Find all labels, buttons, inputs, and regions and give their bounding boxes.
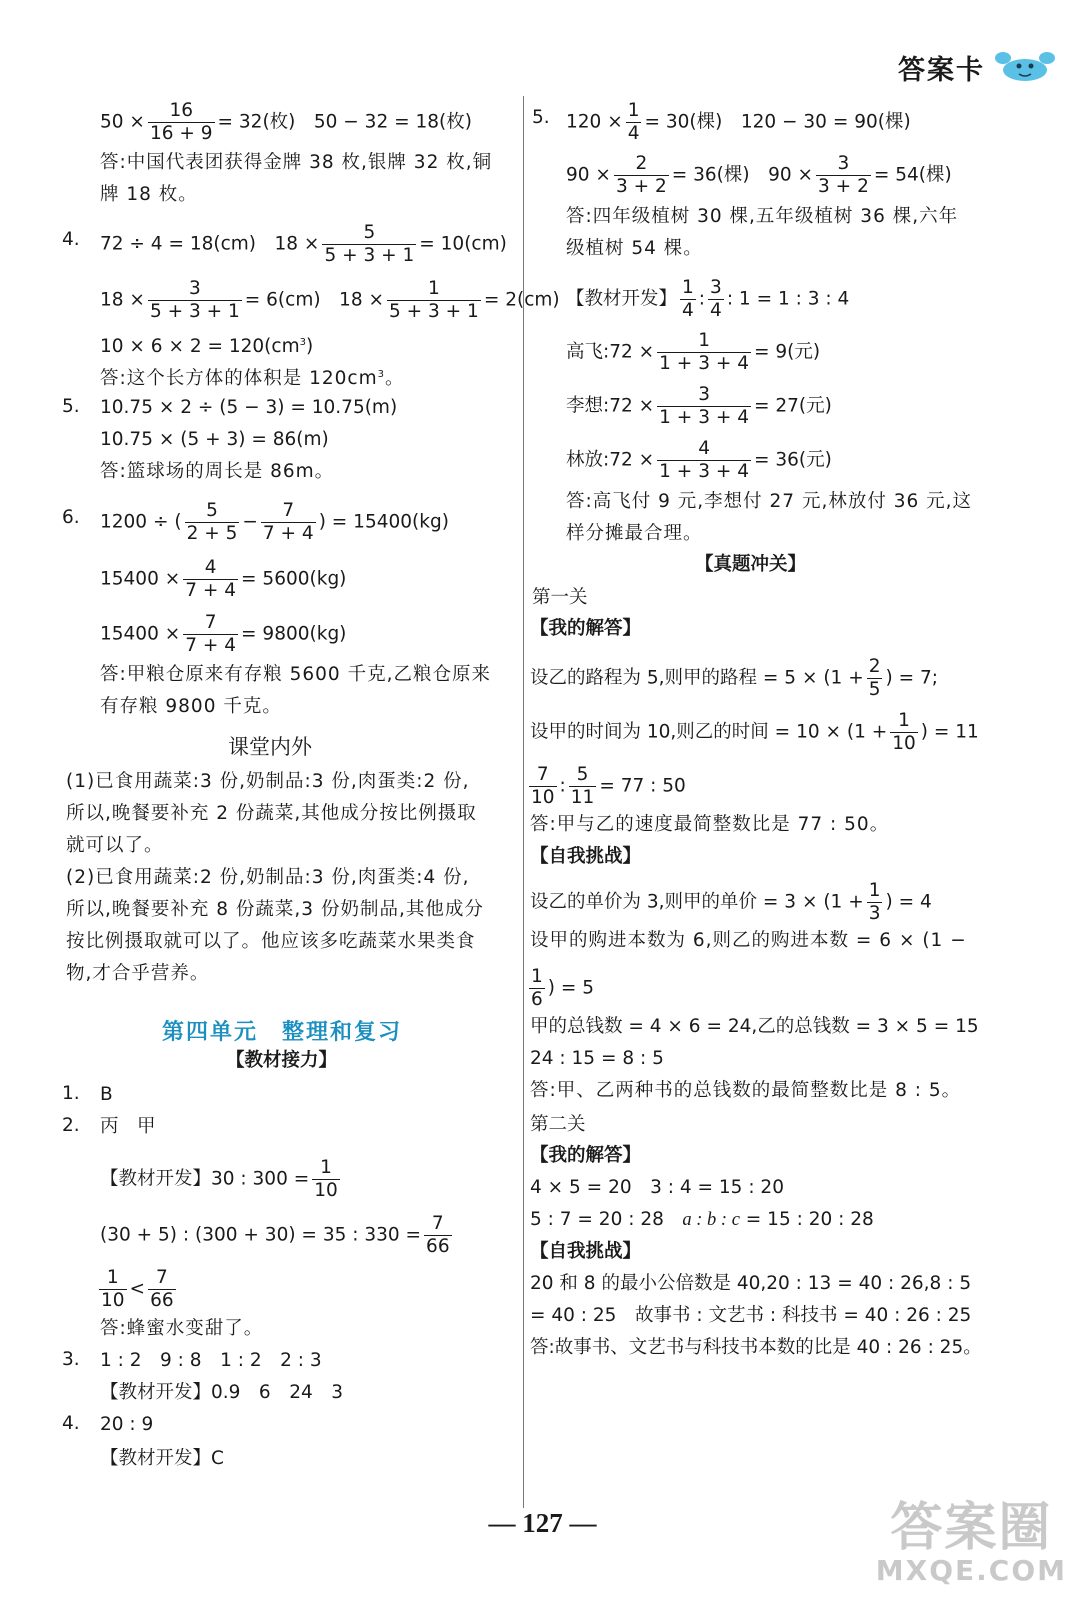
left-line-1: 50 × $\frac{16}{16 + 9}$ = 32(枚) 50 − 32 = 18(枚) [100,100,472,144]
item2-answer-text: 答:蜂蜜水变甜了。 [100,1318,264,1339]
q4-line-2: 18 × $\frac{3}{5 + 3 + 1}$ = 6(cm) 18 × $\frac{1}{5 + 3 + 1}$ = 2(cm) [100,278,560,322]
c-line-5: 24 : 15 = 8 : 5 [530,1048,664,1069]
page-number: — 127 — [488,1508,597,1538]
c-line-1: 设乙的单价为 3,则甲的单价 = 3 × (1 + $\frac{1}{3}$ ) = 4 [530,880,932,924]
question-number: 3. [62,1349,80,1370]
q6-answer-2: 有存粮 9800 千克。 [100,696,282,717]
e-answer: 答:故事书、文艺书与科技书本数的比是 40 : 26 : 25。 [530,1337,982,1358]
ketang-p2-line1: (2)已食用蔬菜:2 份,奶制品:3 份,肉蛋类:4 份, [66,867,470,888]
my-answer-label-2: 【我的解答】 [530,1145,642,1166]
d-line-2: 5 : 7 = 20 : 28 a : b : c = 15 : 20 : 28 [530,1209,874,1230]
item3-answer: 1 : 2 9 : 8 1 : 2 2 : 3 [100,1350,322,1371]
q4-line-3: $10 \times 6 \times 2 = 120(cm^3)$ [100,336,314,358]
ketang-p2-line4: 物,才合乎营养。 [66,963,210,984]
d-line-1: 4 × 5 = 20 3 : 4 = 15 : 20 [530,1177,784,1198]
item2-line3: $\frac{1}{10}$ < $\frac{7}{66}$ [101,1267,174,1311]
r-q5-linfang: 林放:72 × $\frac{4}{1 + 3 + 4}$ = 36(元) [566,438,832,482]
self-challenge-label: 【自我挑战】 [530,846,642,867]
self-challenge-label-2: 【自我挑战】 [530,1241,642,1262]
c-line-4: 甲的总钱数 = 4 × 6 = 24,乙的总钱数 = 3 × 5 = 15 [530,1016,979,1037]
z-line-2: 设甲的时间为 10,则乙的时间 = 10 × (1 + $\frac{1}{10}$ ) = 11 [530,710,979,754]
left-answer-1b: 牌 18 枚。 [100,184,198,205]
r-q5-answer-1: 答:四年级植树 30 棵,五年级植树 36 棵,六年 [566,206,959,227]
header-title: 答案卡 [898,55,985,86]
q5-line-2: 10.75 × (5 + 3) = 86(m) [100,429,329,450]
watermark [876,1500,1067,1586]
level-2-label: 第二关 [530,1114,586,1135]
r-q5-answer-2: 级植树 54 棵。 [566,238,703,259]
q6-line-2: 15400 × $\frac{4}{7 + 4}$ = 5600(kg) [100,557,347,601]
r-q5-line-1: 120 × $\frac{1}{4}$ = 30(棵) 120 − 30 = 90(棵) [566,100,911,144]
r-q5-line-2: 90 × $\frac{2}{3 + 2}$ = 36(棵) 90 × $\frac{3}{3 + 2}$ = 54(棵) [566,153,952,197]
question-number: 4. [62,229,80,250]
ketang-p1-line3: 就可以了。 [66,835,164,856]
question-number: 6. [62,507,80,528]
unit-subtitle: 【教材接力】 [226,1050,338,1071]
level-1-label: 第一关 [532,587,588,608]
c-line-2: 设甲的购进本数为 6,则乙的购进本数 = 6 × (1 − [530,930,967,951]
ketang-p2-line3: 按比例摄取就可以了。他应该多吃蔬菜水果类食 [66,931,476,952]
watermark-logo-text: 答案圈 [890,1498,1053,1558]
q5-answer: 答:篮球场的周长是 86m。 [100,461,335,482]
ketang-p2-line2: 所以,晚餐要补充 8 份蔬菜,3 份奶制品,其他成分 [66,899,484,920]
z-line-1: 设乙的路程为 5,则甲的路程 = 5 × (1 + $\frac{2}{5}$ ) = 7; [530,656,938,700]
q6-answer-1: 答:甲粮仓原来有存粮 5600 千克,乙粮仓原来 [100,664,491,685]
item4-answer: 20 : 9 [100,1414,154,1435]
section-title-zhenti: 【真题冲关】 [695,554,807,575]
question-number: 5. [62,396,80,417]
section-title-ketang: 课堂内外 [228,735,312,759]
z-line-3: $\frac{7}{10}$ : $\frac{5}{11}$ = 77 : 50 [531,764,686,808]
q4-answer: 答:这个长方体的体积是 $120cm^3$。 [100,368,405,390]
item1-answer: B [100,1084,113,1105]
z-answer-1: 答:甲与乙的速度最简整数比是 77 : 50。 [530,814,890,835]
c-answer: 答:甲、乙两种书的总钱数的最简整数比是 8 : 5。 [530,1080,962,1101]
q4-line-1: 72 ÷ 4 = 18(cm) 18 × $\frac{5}{5 + 3 + 1}$ = 10(cm) [100,222,507,266]
r-q5-gaofei: 高飞:72 × $\frac{1}{1 + 3 + 4}$ = 9(元) [566,330,821,374]
question-number: 2. [62,1115,80,1136]
r-q5-answer-4: 样分摊最合理。 [566,523,703,544]
item2-dev: 【教材开发】30 : 300 = $\frac{1}{10}$ [100,1157,338,1201]
my-answer-label: 【我的解答】 [530,618,642,639]
ketang-p1-line2: 所以,晚餐要补充 2 份蔬菜,其他成分按比例摄取 [66,803,477,824]
r-q5-lixiang: 李想:72 × $\frac{3}{1 + 3 + 4}$ = 27(元) [566,384,832,428]
e-line-2: = 40 : 25 故事书 : 文艺书 : 科技书 = 40 : 26 : 25 [530,1305,972,1326]
q6-line-1: 1200 ÷ ( $\frac{5}{2 + 5}$ − $\frac{7}{7 + 4}$ ) = 15400(kg) [100,500,449,544]
q6-line-3: 15400 × $\frac{7}{7 + 4}$ = 9800(kg) [100,612,347,656]
watermark-url: MXQE.COM [875,1554,1067,1587]
e-line-1: 20 和 8 的最小公倍数是 40,20 : 13 = 40 : 26,8 : 5 [530,1273,972,1294]
ketang-p1-line1: (1)已食用蔬菜:3 份,奶制品:3 份,肉蛋类:2 份, [66,771,470,792]
question-number: 1. [62,1083,80,1104]
r-q5-answer-3: 答:高飞付 9 元,李想付 27 元,林放付 36 元,这 [566,491,973,512]
item4-dev: 【教材开发】C [100,1448,224,1469]
question-number: 5. [532,107,550,128]
left-answer-1a: 答:中国代表团获得金牌 38 枚,银牌 32 枚,铜 [100,152,493,173]
item2-answer: 丙 甲 [100,1116,156,1137]
item2-line2: (30 + 5) : (300 + 30) = 35 : 330 = $\frac{7}{66}$ [100,1213,450,1257]
unit-title: 第四单元 整理和复习 [162,1020,403,1045]
question-number: 4. [62,1413,80,1434]
r-q5-dev: 【教材开发】 $\frac{1}{4}$ : $\frac{3}{4}$ : 1 = 1 : 3 : 4 [566,277,850,321]
item3-dev: 【教材开发】0.9 6 24 3 [100,1382,344,1403]
crab-mascot-icon [991,46,1059,86]
q5-line-1: 10.75 × 2 ÷ (5 − 3) = 10.75(m) [100,397,398,418]
c-line-3: $\frac{1}{6}$ ) = 5 [531,966,595,1010]
